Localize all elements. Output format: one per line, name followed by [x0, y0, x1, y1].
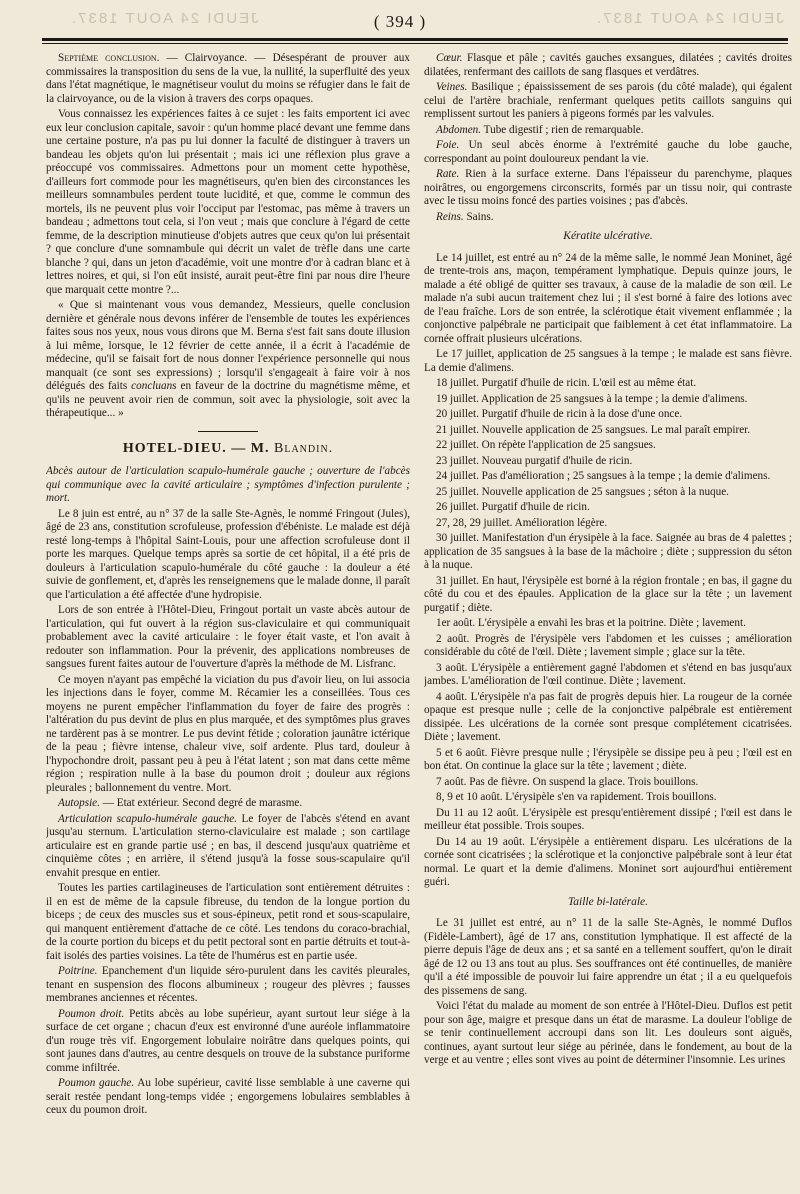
subsection-title-lithotomy: Taille bi-latérale. — [567, 895, 649, 908]
daily-entry: Du 14 au 19 août. L'érysipèle a entièrement disparu. Les ulcérations de la cornée sont cicatrisées ; la sclérotique et la conjonctive palpébrale sont à leur état normal. Le quart et la demie d'alimens. Moninet sort aujourd'hui entièrement guéri. — [424, 835, 792, 888]
daily-entry: 1er août. L'érysipèle a envahi les bras et la poitrine. Diète ; lavement. — [436, 617, 746, 629]
daily-entry: 19 juillet. Application de 25 sangsues à la tempe ; la demie d'alimens. — [436, 392, 748, 405]
autopsy-entry: Veines. Basilique ; épaississement de ses parois (du côté malade), qui égalent celui de l'artère brachiale, renfermant quelques petits caillots sanguins qui remplissent surtout les paniers à pigeons formés par les valvules. — [424, 81, 792, 120]
daily-entry: 21 juillet. Nouvelle application de 25 sangsues. Le mal paraît empirer. — [436, 423, 751, 436]
daily-entry: 8, 9 et 10 août. L'érysipèle s'en va rapidement. Trois bouillons. — [436, 791, 717, 803]
daily-entry: 30 juillet. Manifestation d'un érysipèle à la face. Saignée au bras de 4 palettes ; application de 35 sangsues à la base de la mâchoire ; diète ; suppression du séton à la nuque. — [424, 532, 792, 571]
header-rule-thick — [42, 38, 788, 41]
case-paragraph: Voici l'état du malade au moment de son entrée à l'Hôtel-Dieu. Duflos est petit pour son âge, maigre et presque dans un état de marasme. La douleur l'oblige de se tenir continuellement accroupi dans son lit. Les douleurs sont aiguës, continues, ayant surtout leur siége au périnée, dans le fondement, au bout de la verge et au ventre ; elles sont vives au point de déterminer l'insomnie. Les urines — [424, 1000, 792, 1066]
section-divider — [198, 431, 258, 432]
daily-entry: 23 juillet. Nouveau purgatif d'huile de ricin. — [436, 454, 633, 467]
daily-entry: 20 juillet. Purgatif d'huile de ricin à la dose d'une once. — [436, 408, 683, 420]
autopsy-entry: Abdomen. Tube digestif ; rien de remarquable. — [436, 123, 644, 136]
daily-entry: 22 juillet. On répète l'application de 25 sangsues. — [436, 439, 656, 451]
autopsy-entry: Foie. Un seul abcès énorme à l'extrémité gauche du lobe gauche, correspondant au point douloureux pendant la vie. — [424, 139, 792, 165]
case-summary: Abcès autour de l'articulation scapulo-humérale gauche ; ouverture de l'abcès qui communique avec la cavité articulaire ; symptômes d'infection purulente ; mort. — [46, 465, 410, 504]
daily-entry: 7 août. Pas de fièvre. On suspend la glace. Trois bouillons. — [436, 775, 699, 788]
autopsy-entry: Cœur. Flasque et pâle ; cavités gauches exsangues, dilatées ; cavités droites dilatées, renfermant des caillots de sang flasques et verdâtres. — [424, 52, 792, 78]
daily-entry: 4 août. L'érysipèle n'a pas fait de progrès depuis hier. La rougeur de la cornée opaque est presque nulle ; celle de la conjonctive palpébrale est entièrement dissipée. Les ulcérations de la cornée sont presque complétement cicatrisées. Diète ; lavement. — [424, 690, 792, 743]
autopsy-entry: Poitrine. Epanchement d'un liquide séro-purulent dans les cavités pleurales, tenant en suspension des flocons albumineux ; rougeur des plèvres ; fausses membranes anciennes et récentes. — [46, 965, 410, 1004]
autopsy-entry: Rate. Rien à la surface externe. Dans l'épaisseur du parenchyme, plaques noirâtres, ou engorgemens circonscrits, formés par un tissu noir, qui contraste avec le tissu moins foncé des parties voisines ; pas d'abcès. — [424, 168, 792, 207]
autopsy-entry: Poumon gauche. Au lobe supérieur, cavité lisse semblable à une caverne qui serait restée pendant long-temps vidée ; engorgemens lobulaires semblables à ceux du poumon droit. — [46, 1077, 410, 1116]
daily-entry: 2 août. Progrès de l'érysipèle vers l'abdomen et les cuisses ; amélioration considérable du côté de l'œil. Diète ; lavement simple ; glace sur la tête. — [424, 632, 792, 658]
autopsy-entry: Reins. Sains. — [436, 210, 494, 223]
conclusion-lead: Septième conclusion. — [58, 52, 160, 64]
daily-entry: 18 juillet. Purgatif d'huile de ricin. L'œil est au même état. — [436, 377, 697, 389]
bleed-through-text-left: JEUDI 24 AOUT 1837. — [70, 10, 259, 27]
daily-entry: 3 août. L'érysipèle a entièrement gagné l'abdomen et s'étend en bas jusqu'aux jambes. L'amélioration de l'œil continue. Diète ; lavement. — [424, 661, 792, 687]
paragraph-experiences: Vous connaissez les expériences faites à ce sujet : les faits emportent ici avec eux leur conclusion capitale, savoir : qu'un homme placé devant une femme dans une certaine posture, n'a pas pu lui donner la faculté de distinguer à travers un bandeau les objets qu'on lui présentait ; mais ici une réflexion plus grave a préoccupé vos commissaires. Admettons pour un moment cette hypothèse, d'ailleurs fort commode pour les magnétiseurs, qu'en bien des circonstances les meilleurs somnambules perdent toute lucidité, et que, comme le commun des mortels, ils ne peuvent plus voir l'occiput par l'estomac, pas même à travers un bandeau ; admettons tout cela, si l'on veut ; mais que conclure à l'égard de cette femme, de la description minutieuse d'objets autres que ceux qu'on lui présentait ? que conclure d'une somnambule qui décrit un valet de trèfle dans une carte blanche ? qui, dans un jeton d'académie, voit une montre d'or à cadran blanc et à lettres noires, et qui, si l'on eût insisté, aurait peut-être fini par nous dire l'heure que marquait cette montre ?... — [46, 108, 410, 296]
case-paragraph: Le 14 juillet, est entré au n° 24 de la même salle, le nommé Jean Moninet, âgé de trente-trois ans, maçon, tempérament lymphatique. Depuis quinze jours, le malade a été obligé de quitter ses travaux, à cause de la maladie de son œil. Le malade n'a subi aucun traitement chez lui ; il s'est borné à faire des lotions avec de l'eau fraîche. Lors de son entrée, la sclérotique était vivement enflammée ; la conjonctive palpébrale ne participait que faiblement à cet état inflammatoire. La cornée offrait plusieurs ulcérations. — [424, 251, 792, 345]
subsection-title-keratitis: Kératite ulcérative. — [563, 230, 653, 242]
case-paragraph: Le 8 juin est entré, au n° 37 de la salle Ste-Agnès, le nommé Fringout (Jules), âgé de 23 ans, constitution scrofuleuse, profession d'ébéniste. Le malade est déjà resté long-temps à l'hôpital Saint-Louis, pour une affection scrofuleuse dont il porte les marques. Quelque temps après sa sortie de cet hôpital, il a été pris de douleurs à l'articulation scapulo-humérale du côté gauche : la douleur a été suivie de gonflement, et, d'après les renseignemens que le malade donne, il paraît que l'articulation a été affectée d'une hydropisie. — [46, 507, 410, 601]
daily-entry: 27, 28, 29 juillet. Amélioration légère. — [436, 516, 608, 529]
paragraph-quote: « Que si maintenant vous vous demandez, Messieurs, quelle conclusion dernière et générale nous devons inférer de l'ensemble de toutes les expériences faites sous nos yeux, nous vous dirons que M. Berna s'est fait sans doute illusion à lui même, lorsque, le 12 février de cette année, il a écrit à l'académie de médecine, qu'il se faisait fort de nous donner l'expérience personnelle qui nous manquait (ce sont ses expressions) ; lorsqu'il s'engageait à faire voir à nos délégués des faits concluans en faveur de la doctrine du magnétisme même, et qu'ils ne peuvent avoir rien de commun, soit avec la physiologie, soit avec la thérapeutique... » — [46, 299, 410, 419]
daily-entry: 31 juillet. En haut, l'érysipèle est borné à la région frontale ; en bas, il gagne du côté du cou et des épaules. Application de la glace sur la tête ; un lavement purgatif ; diète. — [424, 574, 792, 614]
section-doctor: Blandin. — [274, 440, 334, 456]
bleed-through-text-right: JEUDI 24 AOUT 1837. — [595, 10, 784, 27]
page-number: ( 394 ) — [373, 12, 427, 31]
header-rule-thin — [42, 43, 788, 44]
daily-entry: Le 17 juillet, application de 25 sangsues à la tempe ; le malade est sans fièvre. La demie d'alimens. — [424, 348, 792, 374]
page-header — [0, 8, 800, 38]
case-paragraph: Ce moyen n'ayant pas empêché la viciation du pus d'avoir lieu, on lui associa les injections dans le foyer, comme M. Récamier les a conseillées. Tous ces moyens ne purent empêcher l'inflammation du foyer de faire des progrès : l'altération du pus devint de plus en plus marquée, et des symptômes plus graves ne tardèrent pas à se montrer. Le pus devint fétide ; coloration jaunâtre ictérique de la peau ; fièvre intense, chaleur vive, soif ardente. Plus tard, douleur à l'hypochondre droit, passant peu à peu à l'état latent ; son mat dans cette même région ; respiration nulle à la base du poumon droit ; douleur aux régions pleurales ; ballonnement du ventre. Mort. — [46, 673, 410, 794]
daily-entry: Du 11 au 12 août. L'érysipèle est presqu'entièrement dissipé ; l'œil est dans le meilleur état possible. Trois soupes. — [424, 806, 792, 832]
daily-entry: 26 juillet. Purgatif d'huile de ricin. — [436, 501, 590, 513]
autopsy-entry: Autopsie. — Etat extérieur. Second degré de marasme. — [58, 797, 303, 809]
autopsy-entry: Articulation scapulo-humérale gauche. Le foyer de l'abcès s'étend en avant jusqu'au sternum. L'articulation sterno-claviculaire est malade ; son cartilage articulaire est en grande partie usé ; en bas, il descend jusqu'aux quatrième et cinquième côtes ; en arrière, il s'étend jusqu'à la fosse sous-scapulaire qu'il envahit presque en entier. — [46, 812, 410, 879]
paragraph-conclusion: Septième conclusion. — Clairvoyance. — Désespérant de prouver aux commissaires la transposition du sens de la vue, la nullité, la superfluité des yeux dans l'état magnétique, le magnétiseur voulut du moins se réfugier dans le fait de la clairvoyance, ou de la vision à travers des corps opaques. — [46, 52, 410, 105]
daily-entry: 5 et 6 août. Fièvre presque nulle ; l'érysipèle se dissipe peu à peu ; l'œil est en bon état. On continue la glace sur la tête ; lavement ; diète. — [424, 746, 792, 772]
case-paragraph: Le 31 juillet est entré, au n° 11 de la salle Ste-Agnès, le nommé Duflos (Fidèle-Lambert), âgé de 17 ans, constitution lymphatique. Il est affecté de la pierre depuis l'âge de deux ans ; et sa santé en a tellement souffert, qu'on le dirait âgé de 12 ou 13 ans tout au plus. Ses souffrances ont été continuelles, de manière qu'il a été impossible de pouvoir lui faire apprendre un état ; il a eu quelquefois des pissemens de sang. — [424, 917, 792, 997]
right-column — [424, 52, 792, 1187]
left-column — [46, 52, 410, 1187]
case-paragraph: Lors de son entrée à l'Hôtel-Dieu, Fringout portait un vaste abcès autour de l'articulation, qui fut ouvert à la région sus-claviculaire et qui communiquait probablement avec la cavité articulaire : le foyer était vaste, et l'on avait à redouter son inflammation. Pour la prévenir, des applications nombreuses de sangsues furent faites autour de l'ouverture d'après la méthode de M. Lisfranc. — [46, 604, 410, 670]
daily-entry: 24 juillet. Pas d'amélioration ; 25 sangsues à la tempe ; la demie d'alimens. — [436, 470, 771, 482]
daily-entry: 25 juillet. Nouvelle application de 25 sangsues ; séton à la nuque. — [436, 485, 729, 498]
autopsy-entry: Poumon droit. Petits abcès au lobe supérieur, ayant surtout leur siége à la surface de cet organe ; chacun d'eux est environné d'une auréole inflammatoire d'un rouge très vif. Engorgement lobulaire noirâtre dans quelques points, qui sont jaunes dans d'autres, au centre desquels on trouve de la substance puriforme comme infiltrée. — [46, 1007, 410, 1074]
autopsy-entry: Toutes les parties cartilagineuses de l'articulation sont entièrement détruites : il en est de même de la capsule fibreuse, du tendon de la longue portion du biceps ; de ceux des muscles sus et sous-épineux, petit rond et sous-scapulaire, qui manquent entièrement d'attache de ce côté. Les tendons du coraco-brachial, de la courte portion du biceps et du petit pectoral sont en partie détruits et tout-à-fait isolés des parties voisines. La tête de l'humérus est en partie usée. — [46, 882, 410, 962]
section-title: HOTEL-DIEU. — M. Blandin. — [122, 440, 334, 456]
